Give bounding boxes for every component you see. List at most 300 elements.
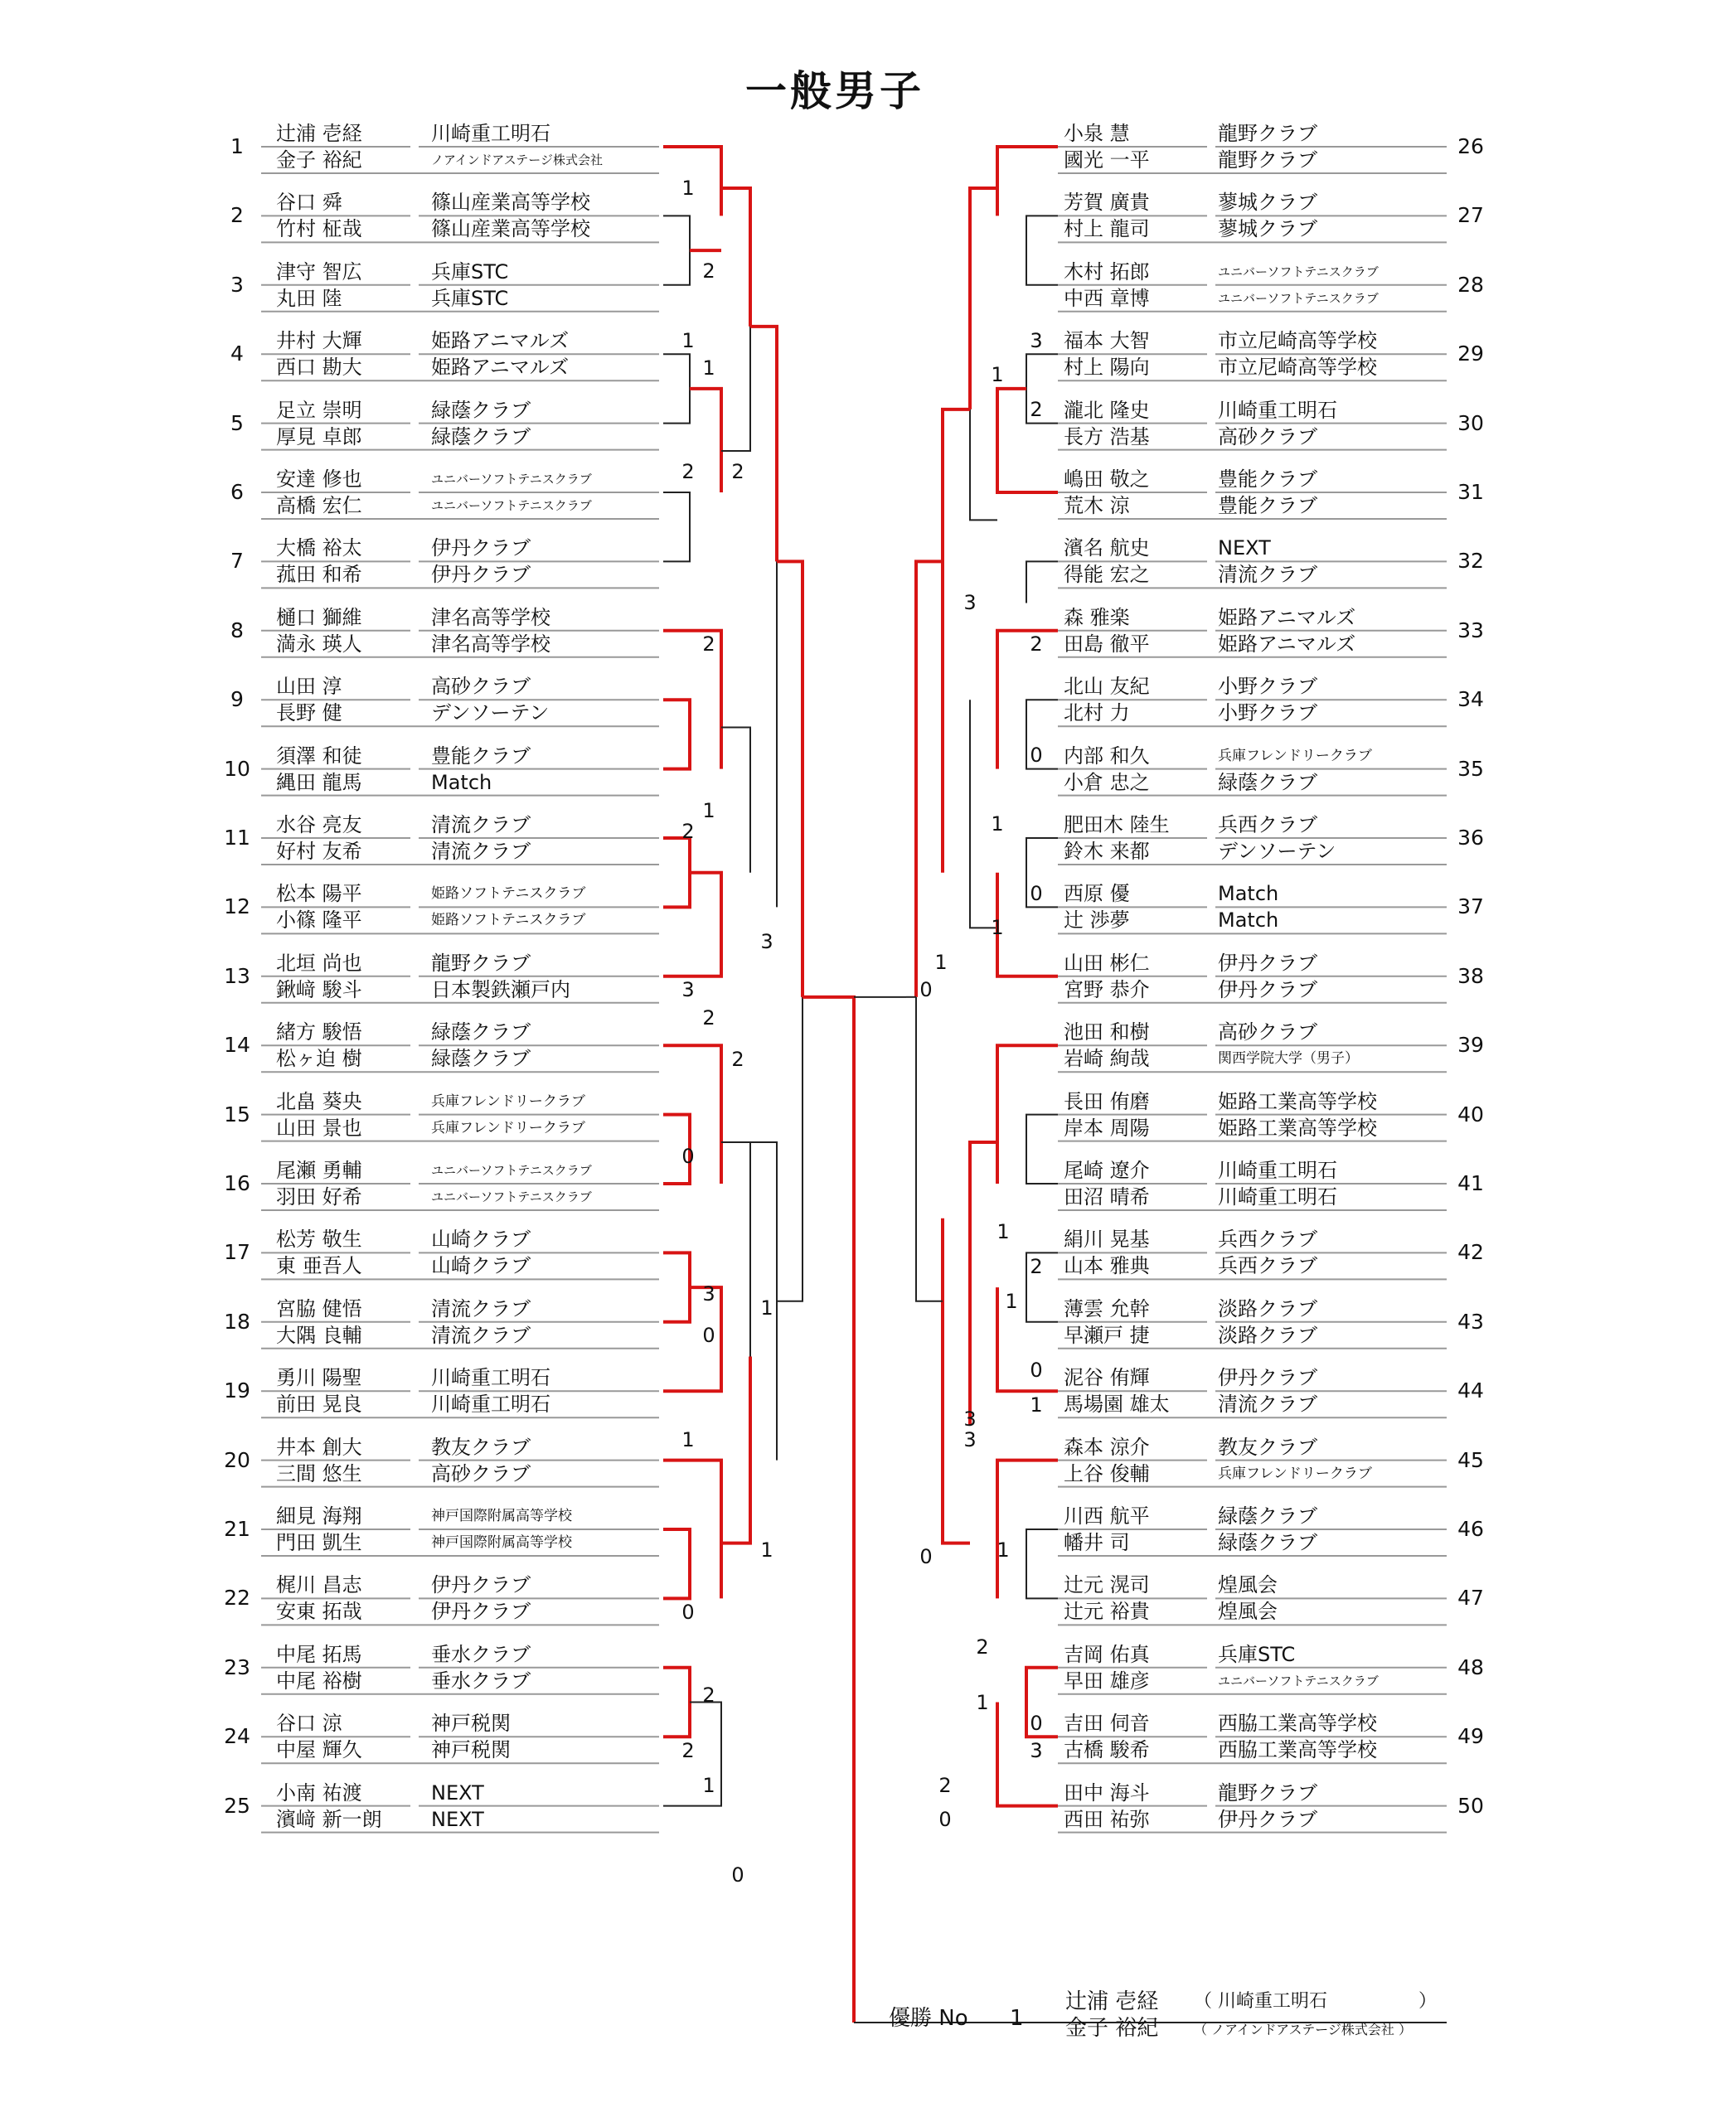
club-name: 小野クラブ bbox=[1218, 675, 1317, 699]
player-name: 嶋田 敬之 bbox=[1064, 468, 1150, 491]
match-line bbox=[1026, 216, 1058, 284]
player-name: 山本 雅典 bbox=[1064, 1254, 1150, 1278]
player-name: 田島 徹平 bbox=[1064, 632, 1150, 656]
entry-number: 29 bbox=[1457, 342, 1484, 366]
club-name: 姫路工業高等学校 bbox=[1218, 1089, 1377, 1113]
match-score: 3 bbox=[681, 978, 695, 1002]
entry-number: 33 bbox=[1457, 618, 1484, 642]
club-name: 伊丹クラブ bbox=[431, 536, 531, 560]
club-name: 川崎重工明石 bbox=[431, 122, 550, 145]
club-name: 伊丹クラブ bbox=[1218, 1366, 1317, 1390]
entry-number: 20 bbox=[224, 1447, 250, 1472]
club-name: 姫路アニマルズ bbox=[1218, 632, 1356, 656]
entry-number: 24 bbox=[224, 1724, 250, 1749]
club-name: 市立尼崎高等学校 bbox=[1218, 329, 1377, 353]
player-name: 水谷 亮友 bbox=[276, 813, 362, 836]
entry-number: 12 bbox=[224, 894, 250, 919]
match-line bbox=[997, 147, 1058, 216]
club-name: 篠山産業高等学校 bbox=[431, 191, 590, 215]
player-name: 馬場園 雄太 bbox=[1064, 1393, 1170, 1417]
club-name: 兵庫フレンドリークラブ bbox=[431, 1119, 585, 1136]
player-name: 山田 景也 bbox=[276, 1116, 362, 1140]
entry-number: 3 bbox=[230, 272, 244, 297]
club-name: 緑蔭クラブ bbox=[431, 1020, 531, 1044]
match-line bbox=[663, 1252, 690, 1321]
club-name: 清流クラブ bbox=[431, 1323, 531, 1347]
match-line bbox=[970, 409, 997, 520]
player-name: 北村 力 bbox=[1064, 701, 1130, 725]
player-name: 梶川 昌志 bbox=[276, 1573, 362, 1597]
player-name: 高橋 宏仁 bbox=[276, 494, 362, 517]
club-name: デンソーテン bbox=[431, 701, 550, 725]
club-name: 姫路工業高等学校 bbox=[1218, 1116, 1377, 1140]
entry-number: 44 bbox=[1457, 1378, 1484, 1403]
match-score: 1 bbox=[681, 328, 695, 352]
club-name: NEXT bbox=[1218, 536, 1271, 560]
match-score: 1 bbox=[991, 916, 1004, 940]
player-name: 長野 健 bbox=[276, 701, 342, 725]
player-name: 谷口 舜 bbox=[276, 191, 342, 215]
player-name: 田中 海斗 bbox=[1064, 1780, 1150, 1805]
entry-number: 30 bbox=[1457, 410, 1484, 435]
club-name: 淡路クラブ bbox=[1218, 1296, 1317, 1320]
player-name: 長田 侑磨 bbox=[1064, 1089, 1150, 1113]
match-score: 0 bbox=[702, 1324, 715, 1348]
player-name: 中尾 拓馬 bbox=[276, 1642, 362, 1666]
player-name: 小泉 慧 bbox=[1064, 122, 1130, 145]
player-name: 好村 友希 bbox=[276, 840, 362, 863]
player-name: 福本 大智 bbox=[1064, 329, 1150, 353]
match-score: 0 bbox=[1030, 743, 1043, 767]
player-name: 長方 浩基 bbox=[1064, 424, 1150, 448]
club-name: 高砂クラブ bbox=[1218, 1020, 1317, 1044]
club-name: 伊丹クラブ bbox=[1218, 977, 1317, 1001]
club-name: 兵庫STC bbox=[431, 286, 509, 310]
match-score: 1 bbox=[760, 1296, 773, 1320]
player-name: 丸田 陸 bbox=[276, 286, 342, 310]
player-name: 池田 和樹 bbox=[1064, 1020, 1150, 1044]
club-name: 緑蔭クラブ bbox=[431, 424, 531, 448]
club-name: 龍野クラブ bbox=[431, 951, 531, 975]
club-name: 伊丹クラブ bbox=[1218, 951, 1317, 975]
club-name: 姫路ソフトテニスクラブ bbox=[431, 912, 586, 929]
match-line bbox=[916, 561, 943, 996]
club-name: 川崎重工明石 bbox=[1218, 1159, 1337, 1182]
player-name: 緒方 駿悟 bbox=[276, 1020, 362, 1044]
club-name: 緑蔭クラブ bbox=[1218, 1504, 1317, 1528]
entry-number: 11 bbox=[224, 826, 250, 850]
match-score: 2 bbox=[702, 1005, 715, 1030]
club-name: Match bbox=[431, 770, 492, 794]
player-name: 尾瀬 勇輔 bbox=[276, 1159, 362, 1182]
club-name: ユニバーソフトテニスクラブ bbox=[431, 1163, 592, 1178]
player-name: 濱﨑 新一朗 bbox=[276, 1807, 382, 1831]
club-name: 伊丹クラブ bbox=[431, 1573, 531, 1597]
club-name: 小野クラブ bbox=[1218, 701, 1317, 725]
entry-number: 13 bbox=[224, 963, 250, 988]
player-name: 小篠 隆平 bbox=[276, 908, 362, 933]
club-name: 高砂クラブ bbox=[1218, 424, 1317, 448]
match-score: 3 bbox=[963, 1407, 977, 1431]
club-name: 姫路アニマルズ bbox=[431, 356, 570, 380]
match-line bbox=[721, 188, 750, 327]
player-name: 川西 航平 bbox=[1064, 1504, 1150, 1528]
match-score: 2 bbox=[702, 1684, 715, 1708]
club-name: 清流クラブ bbox=[1218, 1393, 1317, 1417]
match-line bbox=[663, 354, 690, 423]
player-name: 須澤 和徒 bbox=[276, 744, 362, 768]
club-name: 伊丹クラブ bbox=[431, 563, 531, 587]
club-name: 兵庫フレンドリークラブ bbox=[1218, 747, 1372, 764]
match-score: 2 bbox=[1030, 632, 1043, 656]
club-name: 津名高等学校 bbox=[431, 632, 550, 656]
player-name: 内部 和久 bbox=[1064, 744, 1150, 768]
player-name: 東 亜吾人 bbox=[276, 1254, 362, 1278]
club-name: 西脇工業高等学校 bbox=[1218, 1738, 1377, 1762]
club-name: 清流クラブ bbox=[1218, 563, 1317, 587]
club-name: 神戸税関 bbox=[431, 1738, 511, 1762]
champion-label: 優勝 No bbox=[889, 2006, 968, 2031]
club-name: 教友クラブ bbox=[1218, 1435, 1317, 1459]
player-name: 中屋 輝久 bbox=[276, 1738, 362, 1762]
player-name: 金子 裕紀 bbox=[276, 148, 362, 172]
club-name: 淡路クラブ bbox=[1218, 1323, 1317, 1347]
match-line bbox=[663, 1529, 690, 1598]
match-line bbox=[721, 1142, 750, 1495]
entry-number: 41 bbox=[1457, 1171, 1484, 1195]
match-line bbox=[750, 327, 777, 562]
entry-number: 18 bbox=[224, 1309, 250, 1334]
match-score: 2 bbox=[1030, 397, 1043, 421]
club-name: NEXT bbox=[431, 1780, 484, 1805]
champion-player-1: 辻浦 壱経 bbox=[1065, 1989, 1159, 2014]
match-score: 2 bbox=[681, 819, 695, 843]
entry-number: 34 bbox=[1457, 687, 1484, 712]
entry-number: 42 bbox=[1457, 1240, 1484, 1265]
club-name: 豊能クラブ bbox=[1218, 494, 1317, 517]
entry-number: 15 bbox=[224, 1102, 250, 1126]
match-score: 0 bbox=[1030, 881, 1043, 905]
player-name: 松ヶ迫 樹 bbox=[276, 1047, 362, 1071]
match-score: 3 bbox=[702, 1282, 715, 1306]
club-name: 山崎クラブ bbox=[431, 1228, 531, 1252]
match-score: 1 bbox=[702, 1773, 715, 1797]
match-line bbox=[970, 1142, 997, 1426]
entry-number: 49 bbox=[1457, 1724, 1484, 1749]
player-name: 吉田 伺音 bbox=[1064, 1712, 1150, 1736]
club-name: 垂水クラブ bbox=[431, 1642, 531, 1666]
match-score: 1 bbox=[997, 1538, 1010, 1562]
player-name: 細見 海翔 bbox=[276, 1504, 362, 1528]
player-name: 厚見 卓郎 bbox=[276, 424, 362, 448]
club-name: 兵庫STC bbox=[431, 259, 509, 283]
match-score: 2 bbox=[938, 1773, 952, 1797]
match-score: 1 bbox=[976, 1690, 989, 1714]
player-name: 中尾 裕樹 bbox=[276, 1669, 362, 1693]
player-name: 木村 拓郎 bbox=[1064, 259, 1150, 283]
club-name: 兵西クラブ bbox=[1218, 1254, 1317, 1278]
match-score: 1 bbox=[997, 1220, 1010, 1244]
club-name: ユニバーソフトテニスクラブ bbox=[1218, 1673, 1379, 1688]
club-name: 川崎重工明石 bbox=[431, 1393, 550, 1417]
club-name: ユニバーソフトテニスクラブ bbox=[431, 498, 592, 513]
entry-number: 26 bbox=[1457, 134, 1484, 158]
player-name: 芳賀 廣貴 bbox=[1064, 191, 1150, 215]
club-name: 川崎重工明石 bbox=[1218, 398, 1337, 422]
match-score: 1 bbox=[760, 1538, 773, 1562]
club-name: 兵西クラブ bbox=[1218, 1228, 1317, 1252]
match-score: 1 bbox=[681, 1427, 695, 1451]
entry-number: 28 bbox=[1457, 272, 1484, 297]
club-name: 篠山産業高等学校 bbox=[431, 217, 590, 241]
entry-number: 45 bbox=[1457, 1447, 1484, 1472]
club-name: NEXT bbox=[431, 1807, 484, 1831]
player-name: 山田 淳 bbox=[276, 675, 342, 699]
match-line bbox=[721, 327, 750, 451]
club-name: 蓼城クラブ bbox=[1218, 217, 1317, 241]
final-line bbox=[803, 997, 854, 2023]
player-name: 三間 悠生 bbox=[276, 1461, 362, 1485]
player-name: 薄雲 允幹 bbox=[1064, 1296, 1150, 1320]
player-name: 田沼 晴希 bbox=[1064, 1185, 1150, 1209]
match-score: 2 bbox=[681, 459, 695, 483]
player-name: 森 雅楽 bbox=[1064, 605, 1130, 629]
entry-number: 37 bbox=[1457, 894, 1484, 919]
match-line bbox=[943, 1218, 970, 1543]
match-line bbox=[1026, 1529, 1058, 1598]
match-line bbox=[916, 997, 943, 1301]
club-name: 市立尼崎高等学校 bbox=[1218, 356, 1377, 380]
club-name: 緑蔭クラブ bbox=[1218, 770, 1317, 794]
champion-number: 1 bbox=[1010, 2006, 1024, 2031]
player-name: 辻元 滉司 bbox=[1064, 1573, 1150, 1597]
player-name: 井村 大輝 bbox=[276, 329, 362, 353]
page-title: 一般男子 bbox=[745, 67, 924, 115]
player-name: 谷口 涼 bbox=[276, 1712, 342, 1736]
player-name: 濱名 航史 bbox=[1064, 536, 1150, 560]
club-name: 山崎クラブ bbox=[431, 1254, 531, 1278]
player-name: 大橋 裕太 bbox=[276, 536, 362, 560]
entry-number: 31 bbox=[1457, 480, 1484, 504]
entry-number: 8 bbox=[230, 618, 244, 642]
club-name: 伊丹クラブ bbox=[1218, 1807, 1317, 1831]
player-name: 辻浦 壱経 bbox=[276, 122, 362, 145]
champion-club-2: （ ノアインドアステージ株式会社 ） bbox=[1194, 2022, 1412, 2037]
entry-number: 22 bbox=[224, 1586, 250, 1611]
club-name: 清流クラブ bbox=[431, 1296, 531, 1320]
club-name: 神戸国際附属高等学校 bbox=[431, 1534, 572, 1551]
club-name: 姫路アニマルズ bbox=[1218, 605, 1356, 629]
match-line bbox=[663, 1668, 690, 1737]
match-score: 0 bbox=[919, 978, 933, 1002]
club-name: 龍野クラブ bbox=[1218, 1780, 1317, 1805]
match-score: 1 bbox=[991, 812, 1004, 836]
club-name: 清流クラブ bbox=[431, 813, 531, 836]
club-name: 西脇工業高等学校 bbox=[1218, 1712, 1377, 1736]
player-name: 村上 陽向 bbox=[1064, 356, 1150, 380]
player-name: 大隅 良輔 bbox=[276, 1323, 362, 1347]
club-name: 緑蔭クラブ bbox=[431, 398, 531, 422]
entry-number: 7 bbox=[230, 549, 244, 574]
player-name: 幡井 司 bbox=[1064, 1531, 1130, 1554]
club-name: 兵西クラブ bbox=[1218, 813, 1317, 836]
player-name: 菰田 和希 bbox=[276, 563, 362, 587]
match-score: 2 bbox=[731, 459, 744, 483]
player-name: 樋口 獅維 bbox=[276, 605, 362, 629]
match-score: 3 bbox=[760, 930, 773, 954]
player-name: 山田 彬仁 bbox=[1064, 951, 1150, 975]
player-name: 北山 友紀 bbox=[1064, 675, 1150, 699]
entry-number: 14 bbox=[224, 1033, 250, 1058]
player-name: 門田 凱生 bbox=[276, 1531, 362, 1554]
match-score: 0 bbox=[1030, 1711, 1043, 1735]
entry-number: 19 bbox=[224, 1378, 250, 1403]
player-name: 泥谷 侑輝 bbox=[1064, 1366, 1150, 1390]
club-name: 緑蔭クラブ bbox=[431, 1047, 531, 1071]
player-name: 縄田 龍馬 bbox=[276, 770, 362, 794]
player-name: 松本 陽平 bbox=[276, 882, 362, 906]
player-name: 勇川 陽聖 bbox=[276, 1366, 362, 1390]
entry-number: 46 bbox=[1457, 1517, 1484, 1541]
match-line bbox=[721, 1357, 750, 1543]
player-name: 國光 一平 bbox=[1064, 148, 1150, 172]
entry-number: 23 bbox=[224, 1654, 250, 1679]
club-name: 姫路アニマルズ bbox=[431, 329, 570, 353]
player-name: 小南 祐渡 bbox=[276, 1780, 362, 1805]
club-name: 龍野クラブ bbox=[1218, 122, 1317, 145]
match-line bbox=[663, 700, 690, 768]
match-score: 3 bbox=[1030, 328, 1043, 352]
match-score: 0 bbox=[731, 1863, 744, 1887]
champion-player-2: 金子 裕紀 bbox=[1065, 2016, 1159, 2041]
player-name: 足立 崇明 bbox=[276, 398, 362, 422]
player-name: 上谷 俊輔 bbox=[1064, 1461, 1150, 1485]
match-line bbox=[663, 873, 721, 976]
player-name: 岸本 周陽 bbox=[1064, 1116, 1150, 1140]
player-name: 安東 拓哉 bbox=[276, 1600, 362, 1624]
club-name: 豊能クラブ bbox=[431, 744, 531, 768]
match-score: 0 bbox=[681, 1144, 695, 1168]
match-line bbox=[777, 997, 803, 1301]
club-name: 緑蔭クラブ bbox=[1218, 1531, 1317, 1554]
club-name: ユニバーソフトテニスクラブ bbox=[1218, 264, 1379, 279]
entry-number: 36 bbox=[1457, 826, 1484, 850]
player-name: 井本 創大 bbox=[276, 1435, 362, 1459]
player-name: 得能 宏之 bbox=[1064, 563, 1150, 587]
player-name: 古橋 駿希 bbox=[1064, 1738, 1150, 1762]
club-name: 龍野クラブ bbox=[1218, 148, 1317, 172]
match-line bbox=[1026, 561, 1058, 603]
club-name: 高砂クラブ bbox=[431, 675, 531, 699]
entry-number: 16 bbox=[224, 1171, 250, 1195]
match-score: 1 bbox=[991, 363, 1004, 387]
player-name: 鈴木 来都 bbox=[1064, 840, 1150, 863]
club-name: 川崎重工明石 bbox=[1218, 1185, 1337, 1209]
club-name: 煌風会 bbox=[1218, 1600, 1278, 1624]
player-name: 西田 祐弥 bbox=[1064, 1807, 1150, 1831]
entry-number: 1 bbox=[230, 134, 244, 158]
player-name: 西口 勘大 bbox=[276, 356, 362, 380]
club-name: ノアインドアステージ株式会社 bbox=[431, 153, 604, 167]
club-name: 神戸税関 bbox=[431, 1712, 511, 1736]
player-name: 中西 章博 bbox=[1064, 286, 1150, 310]
match-score: 0 bbox=[681, 1601, 695, 1625]
club-name: ユニバーソフトテニスクラブ bbox=[431, 1189, 592, 1204]
match-score: 0 bbox=[1030, 1359, 1043, 1383]
player-name: 宮野 恭介 bbox=[1064, 977, 1150, 1001]
club-name: 兵庫フレンドリークラブ bbox=[431, 1092, 585, 1110]
player-name: 羽田 好希 bbox=[276, 1185, 362, 1209]
entry-number: 9 bbox=[230, 687, 244, 712]
player-name: 森本 涼介 bbox=[1064, 1435, 1150, 1459]
match-score: 2 bbox=[731, 1047, 744, 1071]
club-name: 兵庫フレンドリークラブ bbox=[1218, 1465, 1372, 1482]
player-name: 津守 智広 bbox=[276, 259, 362, 283]
player-name: 村上 龍司 bbox=[1064, 217, 1150, 241]
match-score: 3 bbox=[1030, 1738, 1043, 1762]
club-name: 豊能クラブ bbox=[1218, 468, 1317, 491]
entry-number: 21 bbox=[224, 1517, 250, 1541]
entry-number: 32 bbox=[1457, 549, 1484, 574]
player-name: 松芳 敬生 bbox=[276, 1228, 362, 1252]
match-line bbox=[777, 561, 803, 996]
entry-number: 38 bbox=[1457, 963, 1484, 988]
player-name: 肥田木 陸生 bbox=[1064, 813, 1170, 836]
match-score: 1 bbox=[681, 177, 695, 201]
entry-number: 10 bbox=[224, 756, 250, 781]
club-name: Match bbox=[1218, 908, 1279, 933]
entry-number: 6 bbox=[230, 480, 244, 504]
entry-number: 40 bbox=[1457, 1102, 1484, 1126]
club-name: 教友クラブ bbox=[431, 1435, 531, 1459]
entry-number: 47 bbox=[1457, 1586, 1484, 1611]
match-line bbox=[943, 409, 970, 873]
match-score: 0 bbox=[919, 1545, 933, 1569]
player-name: 吉岡 佑真 bbox=[1064, 1642, 1150, 1666]
club-name: ユニバーソフトテニスクラブ bbox=[431, 472, 592, 487]
match-score: 0 bbox=[938, 1808, 952, 1832]
club-name: デンソーテン bbox=[1218, 840, 1336, 863]
match-score: 1 bbox=[702, 356, 715, 380]
player-name: 早田 雄彦 bbox=[1064, 1669, 1150, 1693]
player-name: 北垣 尚也 bbox=[276, 951, 362, 975]
player-name: 鍬﨑 駿斗 bbox=[276, 977, 362, 1001]
player-name: 北畠 葵央 bbox=[276, 1089, 362, 1113]
club-name: 姫路ソフトテニスクラブ bbox=[431, 885, 586, 903]
match-line bbox=[721, 728, 750, 873]
club-name: 川崎重工明石 bbox=[431, 1366, 550, 1390]
player-name: 辻元 裕貴 bbox=[1064, 1600, 1150, 1624]
club-name: 神戸国際附属高等学校 bbox=[431, 1508, 572, 1524]
champion-club-1: （ 川崎重工明石 ） bbox=[1194, 1991, 1437, 2012]
player-name: 安達 修也 bbox=[276, 468, 362, 491]
player-name: 満永 瑛人 bbox=[276, 632, 362, 656]
entry-number: 5 bbox=[230, 410, 244, 435]
player-name: 早瀬戸 捷 bbox=[1064, 1323, 1150, 1347]
player-name: 竹村 柾哉 bbox=[276, 217, 362, 241]
player-name: 絹川 晃基 bbox=[1064, 1228, 1150, 1252]
match-line bbox=[663, 216, 690, 284]
match-line bbox=[1026, 1115, 1058, 1184]
club-name: Match bbox=[1218, 882, 1279, 906]
club-name: 津名高等学校 bbox=[431, 605, 550, 629]
club-name: 煌風会 bbox=[1218, 1573, 1278, 1597]
match-score: 3 bbox=[963, 591, 977, 615]
match-score: 2 bbox=[1030, 1255, 1043, 1279]
entry-number: 17 bbox=[224, 1240, 250, 1265]
match-score: 1 bbox=[702, 798, 715, 822]
entry-number: 25 bbox=[224, 1793, 250, 1818]
